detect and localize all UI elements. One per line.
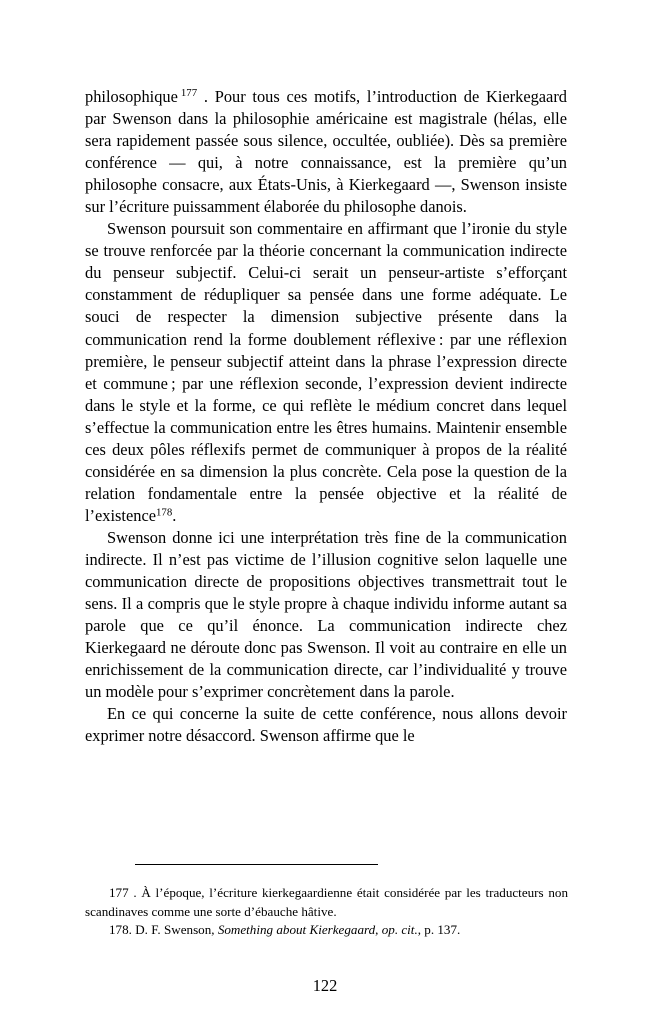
footnote-177: 177 . À l’époque, l’écriture kierkegaardienne était considérée par les traducteurs non scandinaves comme une sorte d’ébauche hâtive. bbox=[85, 885, 568, 919]
footnote-178: 178. D. F. Swenson, Something about Kierkegaard, op. cit., p. 137. bbox=[109, 922, 461, 938]
footnote-section bbox=[85, 884, 568, 940]
italic-run: op. cit. bbox=[381, 922, 418, 938]
paragraph-4: En ce qui concerne la suite de cette conférence, nous allons devoir exprimer notre désaccord. Swenson affirme que le bbox=[85, 704, 567, 746]
paragraph-1: philosophique $^{177}$ . Pour tous ces motifs, l’introduction de Kierkegaard par Swenson dans la philosophie américaine est magistrale (hélas, elle sera rapidement passée sous silence, occultée, oubliée). Dès sa première conférence — qui, à notre connaissance, est la première qu’un philosophe consacre, aux États-Unis, à Kierkegaard —, Swenson insiste sur l’écriture puissamment élaborée du philosophe danois. bbox=[85, 87, 567, 217]
body-text-column bbox=[85, 86, 567, 747]
page-number: 122 bbox=[312, 976, 338, 995]
paragraph-2: Swenson poursuit son commentaire en affirmant que l’ironie du style se trouve renforcée par la théorie concernant la communication indirecte du penseur subjectif. Celui-ci serait un penseur-artiste s’efforçant constamment de rédupliquer sa pensée dans une forme adéquate. Le souci de respecter la dimension subjective présente dans la communication rend la forme doublement réflexive : par une réflexion première, le penseur subjectif atteint dans la phrase l’expression directe et commune ; par une réflexion seconde, l’expression devient indirecte dans le style et la forme, ce qui reflète le médium concret dans lequel s’effectue la communication entre les êtres humains. Maintenir ensemble ces deux pôles réflexifs permet de communiquer à propos de la réalité considérée en sa dimension la plus concrète. Cela pose la question de la relation fondamentale entre la pensée objective et la réalité de l’existence$^{178}$. bbox=[85, 219, 567, 525]
footnote-separator-rule bbox=[135, 864, 378, 865]
footnote-reference-178[interactable]: 178 bbox=[156, 506, 173, 519]
footnote-reference-177[interactable]: 177 bbox=[180, 87, 198, 100]
italic-run: Something about Kierkegaard bbox=[217, 922, 376, 938]
paragraph-3: Swenson donne ici une interprétation très fine de la communication indirecte. Il n’est pas victime de l’illusion cognitive selon laquelle une communication directe de propositions objectives transmettrait tout le sens. Il a compris que le style propre à chaque individu informe autant sa parole que ce qu’il énonce. La communication indirecte chez Kierkegaard ne déroute donc pas Swenson. Il voit au contraire en elle un enrichissement de la communication directe, car l’individualité y trouve un modèle pour s’exprimer concrètement dans la parole. bbox=[85, 527, 567, 702]
